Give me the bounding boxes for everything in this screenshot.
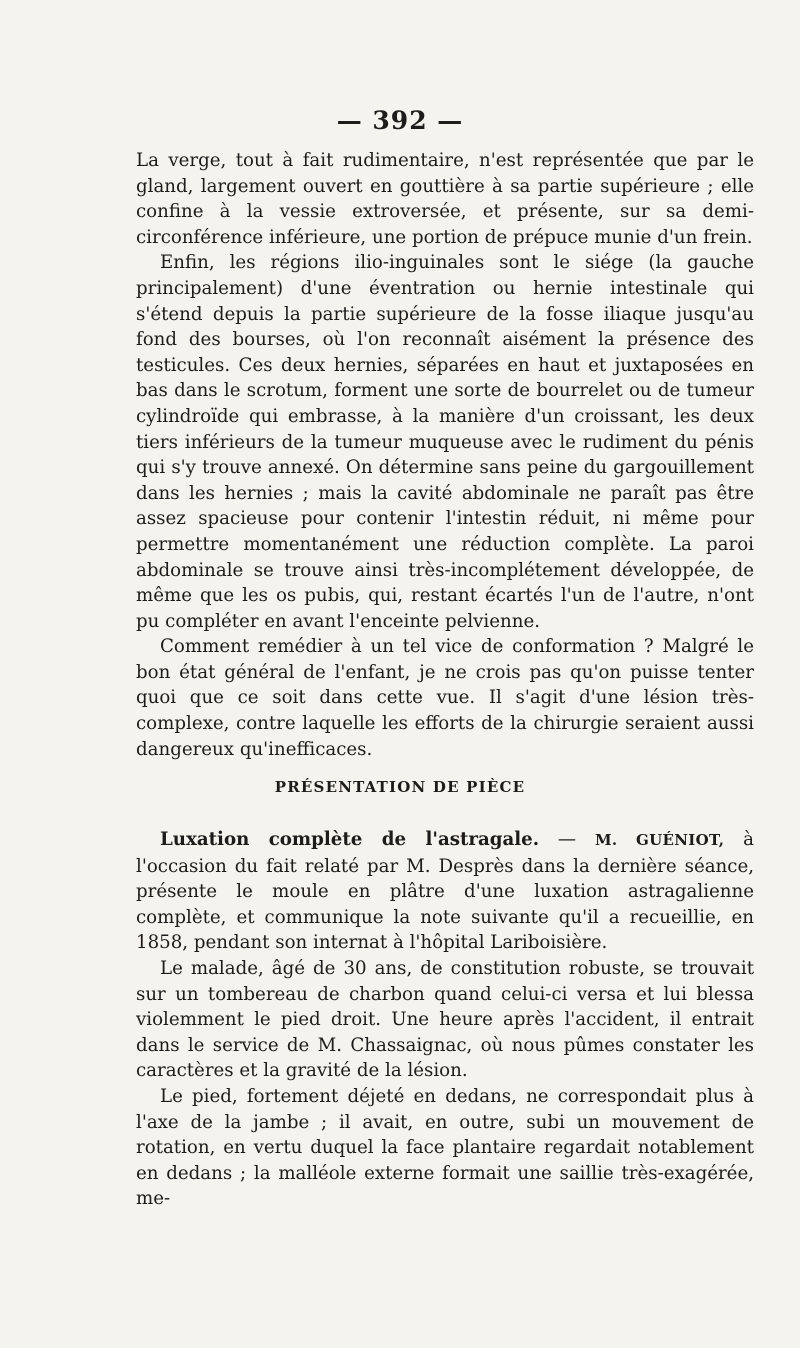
case-intro-paragraph [136, 827, 754, 956]
paragraph: La verge, tout à fait rudimentaire, n'est représentée que par le gland, largement ouvert en gouttière à sa partie supérieure ; elle confine à la vessie extroversée, et présente, sur sa demi-circonférence inférieure, une portion de prépuce munie d'un frein. [136, 150, 754, 248]
section-heading: PRÉSENTATION DE PIÈCE [274, 778, 526, 796]
case-title: Luxation complète de l'astragale. [160, 829, 540, 850]
paragraph: Enfin, les régions ilio-inguinales sont le siége (la gauche principalement) d'une éventration ou hernie intestinale qui s'étend depuis la partie supérieure de la fosse iliaque jusqu'au fond des bourses, où l'on reconnaît aisément la présence des testicules. Ces deux hernies, séparées en haut et juxtaposées en bas dans le scrotum, forment une sorte de bourrelet ou de tumeur cylindroïde qui embrasse, à la manière d'un croissant, les deux tiers inférieurs de la tumeur muqueuse avec le rudiment du pénis qui s'y trouve annexé. On détermine sans peine du gargouillement dans les hernies ; mais la cavité abdominale ne paraît pas être assez spacieuse pour contenir l'intestin réduit, ni même pour permettre momentanément une réduction complète. La paroi abdominale se trouve ainsi très-incomplétement développée, de même que les os pubis, qui, restant écartés l'un de l'autre, n'ont pu compléter en avant l'enceinte pelvienne. [136, 252, 754, 632]
paragraph: Le malade, âgé de 30 ans, de constitution robuste, se trouvait sur un tombereau de charbon quand celui-ci versa et lui blessa violemment le pied droit. Une heure après l'accident, il entrait dans le service de M. Chassaignac, où nous pûmes constater les caractères et la gravité de la lésion. [136, 957, 754, 1082]
case-author: M. GUÉNIOT, [595, 831, 725, 849]
page-number: — 392 — [336, 106, 464, 135]
body-text-after [136, 827, 754, 1212]
case-intro-text: à l'occasion du fait relaté par M. Desprès dans la dernière séance, présente le moule en plâtre d'une luxation astragalienne complète, et communique la note suivante qu'il a recueillie, en 1858, pendant son internat à l'hôpital Lariboisière. [136, 829, 755, 954]
paragraph: Le pied, fortement déjeté en dedans, ne correspondait plus à l'axe de la jambe ; il avait, en outre, subi un mouvement de rotation, en vertu duquel la face plantaire regardait notablement en dedans ; la malléole externe formait une saillie très-exagérée, me- [136, 1085, 754, 1210]
case-dash: — [539, 829, 595, 850]
body-text-before [136, 148, 754, 762]
paragraph: Comment remédier à un tel vice de conformation ? Malgré le bon état général de l'enfant, je ne crois pas qu'on puisse tenter quoi que ce soit dans cette vue. Il s'agit d'une lésion très-complexe, contre laquelle les efforts de la chirurgie seraient aussi dangereux qu'inefficaces. [136, 636, 754, 760]
